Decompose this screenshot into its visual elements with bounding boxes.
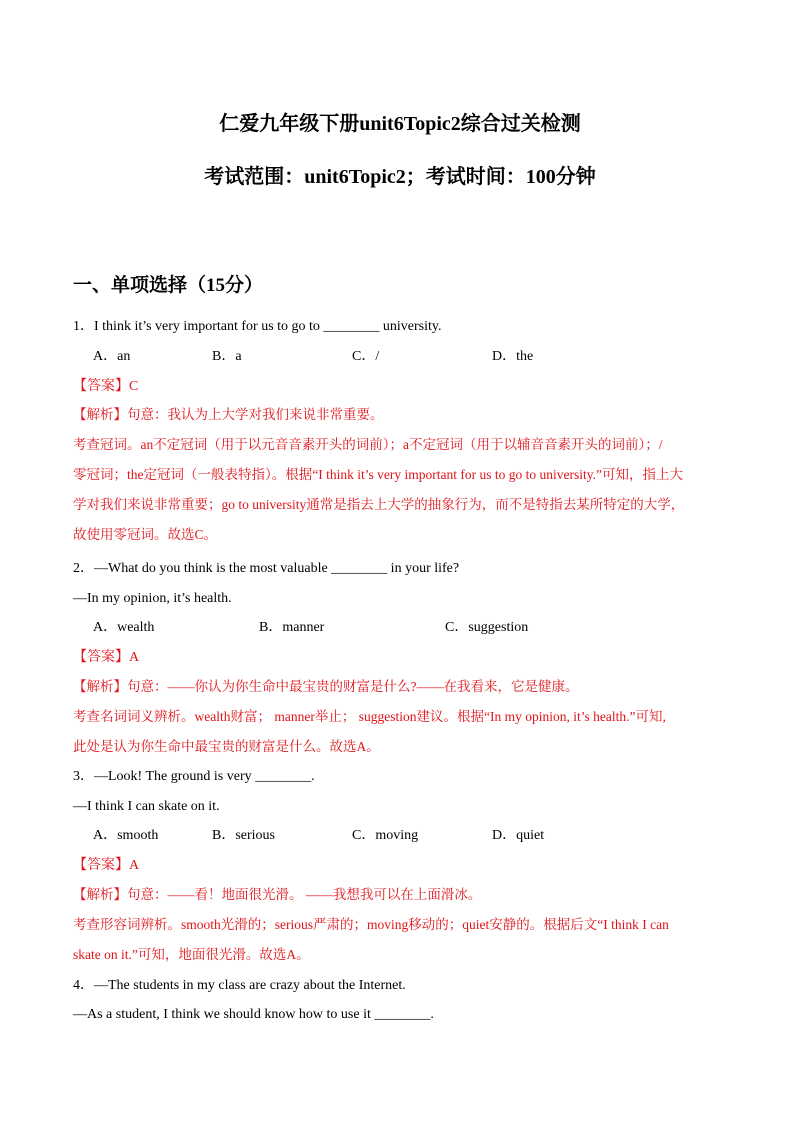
- explanation-line: 学对我们来说非常重要；go to university通常是指去上大学的抽象行为，而不是特指去某所特定的大学，: [73, 497, 685, 512]
- question-1-stem: 1．I think it’s very important for us to go to ________ university.: [73, 319, 442, 334]
- question-4-reply: —As a student, I think we should know how to use it ________.: [73, 1007, 434, 1022]
- option-d: D．quiet: [492, 828, 545, 843]
- question-4-stem: 4．—The students in my class are crazy about the Internet.: [73, 978, 406, 993]
- explanation-line: 考查形容词辨析。smooth光滑的；serious严肃的；moving移动的；quiet安静的。根据后文“I think I can: [73, 917, 669, 932]
- question-2-reply: —In my opinion, it’s health.: [73, 591, 232, 606]
- explanation-line: 【解析】句意：——你认为你生命中最宝贵的财富是什么?——在我看来，它是健康。: [73, 679, 579, 694]
- option-c: C．/: [352, 349, 380, 364]
- question-2-stem: 2．—What do you think is the most valuable ________ in your life?: [73, 561, 460, 576]
- option-a: A．smooth: [93, 828, 159, 843]
- exam-info-subtitle: 考试范围：unit6Topic2；考试时间：100分钟: [204, 166, 596, 188]
- question-3-reply: —I think I can skate on it.: [73, 799, 220, 814]
- option-a: A．wealth: [93, 620, 155, 635]
- option-b: B．a: [212, 349, 242, 364]
- explanation-line: 考查冠词。an不定冠词（用于以元音音素开头的词前）；a不定冠词（用于以辅音音素开头的词前）；/: [73, 437, 663, 452]
- explanation-line: 考查名词词义辨析。wealth财富； manner举止； suggestion建议。根据“In my opinion, it’s health.”可知,: [73, 709, 666, 724]
- option-b: B．serious: [212, 828, 275, 843]
- question-3-stem: 3．—Look! The ground is very ________.: [73, 769, 315, 784]
- section-heading: 一、单项选择（15分）: [73, 275, 264, 296]
- question-2-explanation: [73, 672, 733, 762]
- explanation-line: 【解析】句意：——看！地面很光滑。 ——我想我可以在上面滑冰。: [73, 887, 482, 902]
- question-3-explanation: [73, 880, 733, 970]
- question-3-answer: 【答案】A: [73, 858, 140, 873]
- option-d: D．the: [492, 349, 534, 364]
- explanation-line: skate on it.”可知，地面很光滑。故选A。: [73, 947, 310, 962]
- explanation-line: 故使用零冠词。故选C。: [73, 527, 218, 542]
- page-title: 仁爱九年级下册unit6Topic2综合过关检测: [219, 113, 581, 135]
- option-b: B．manner: [259, 620, 325, 635]
- question-2-answer: 【答案】A: [73, 650, 140, 665]
- question-1-answer: 【答案】C: [73, 379, 139, 394]
- option-c: C．suggestion: [445, 620, 529, 635]
- explanation-line: 零冠词；the定冠词（一般表特指）。根据“I think it’s very important for us to go to university.”可知，指上大: [73, 467, 683, 482]
- option-a: A．an: [93, 349, 131, 364]
- option-c: C．moving: [352, 828, 419, 843]
- explanation-line: 此处是认为你生命中最宝贵的财富是什么。故选A。: [73, 739, 380, 754]
- explanation-line: 【解析】句意：我认为上大学对我们来说非常重要。: [73, 407, 384, 422]
- question-1-explanation: [73, 400, 733, 550]
